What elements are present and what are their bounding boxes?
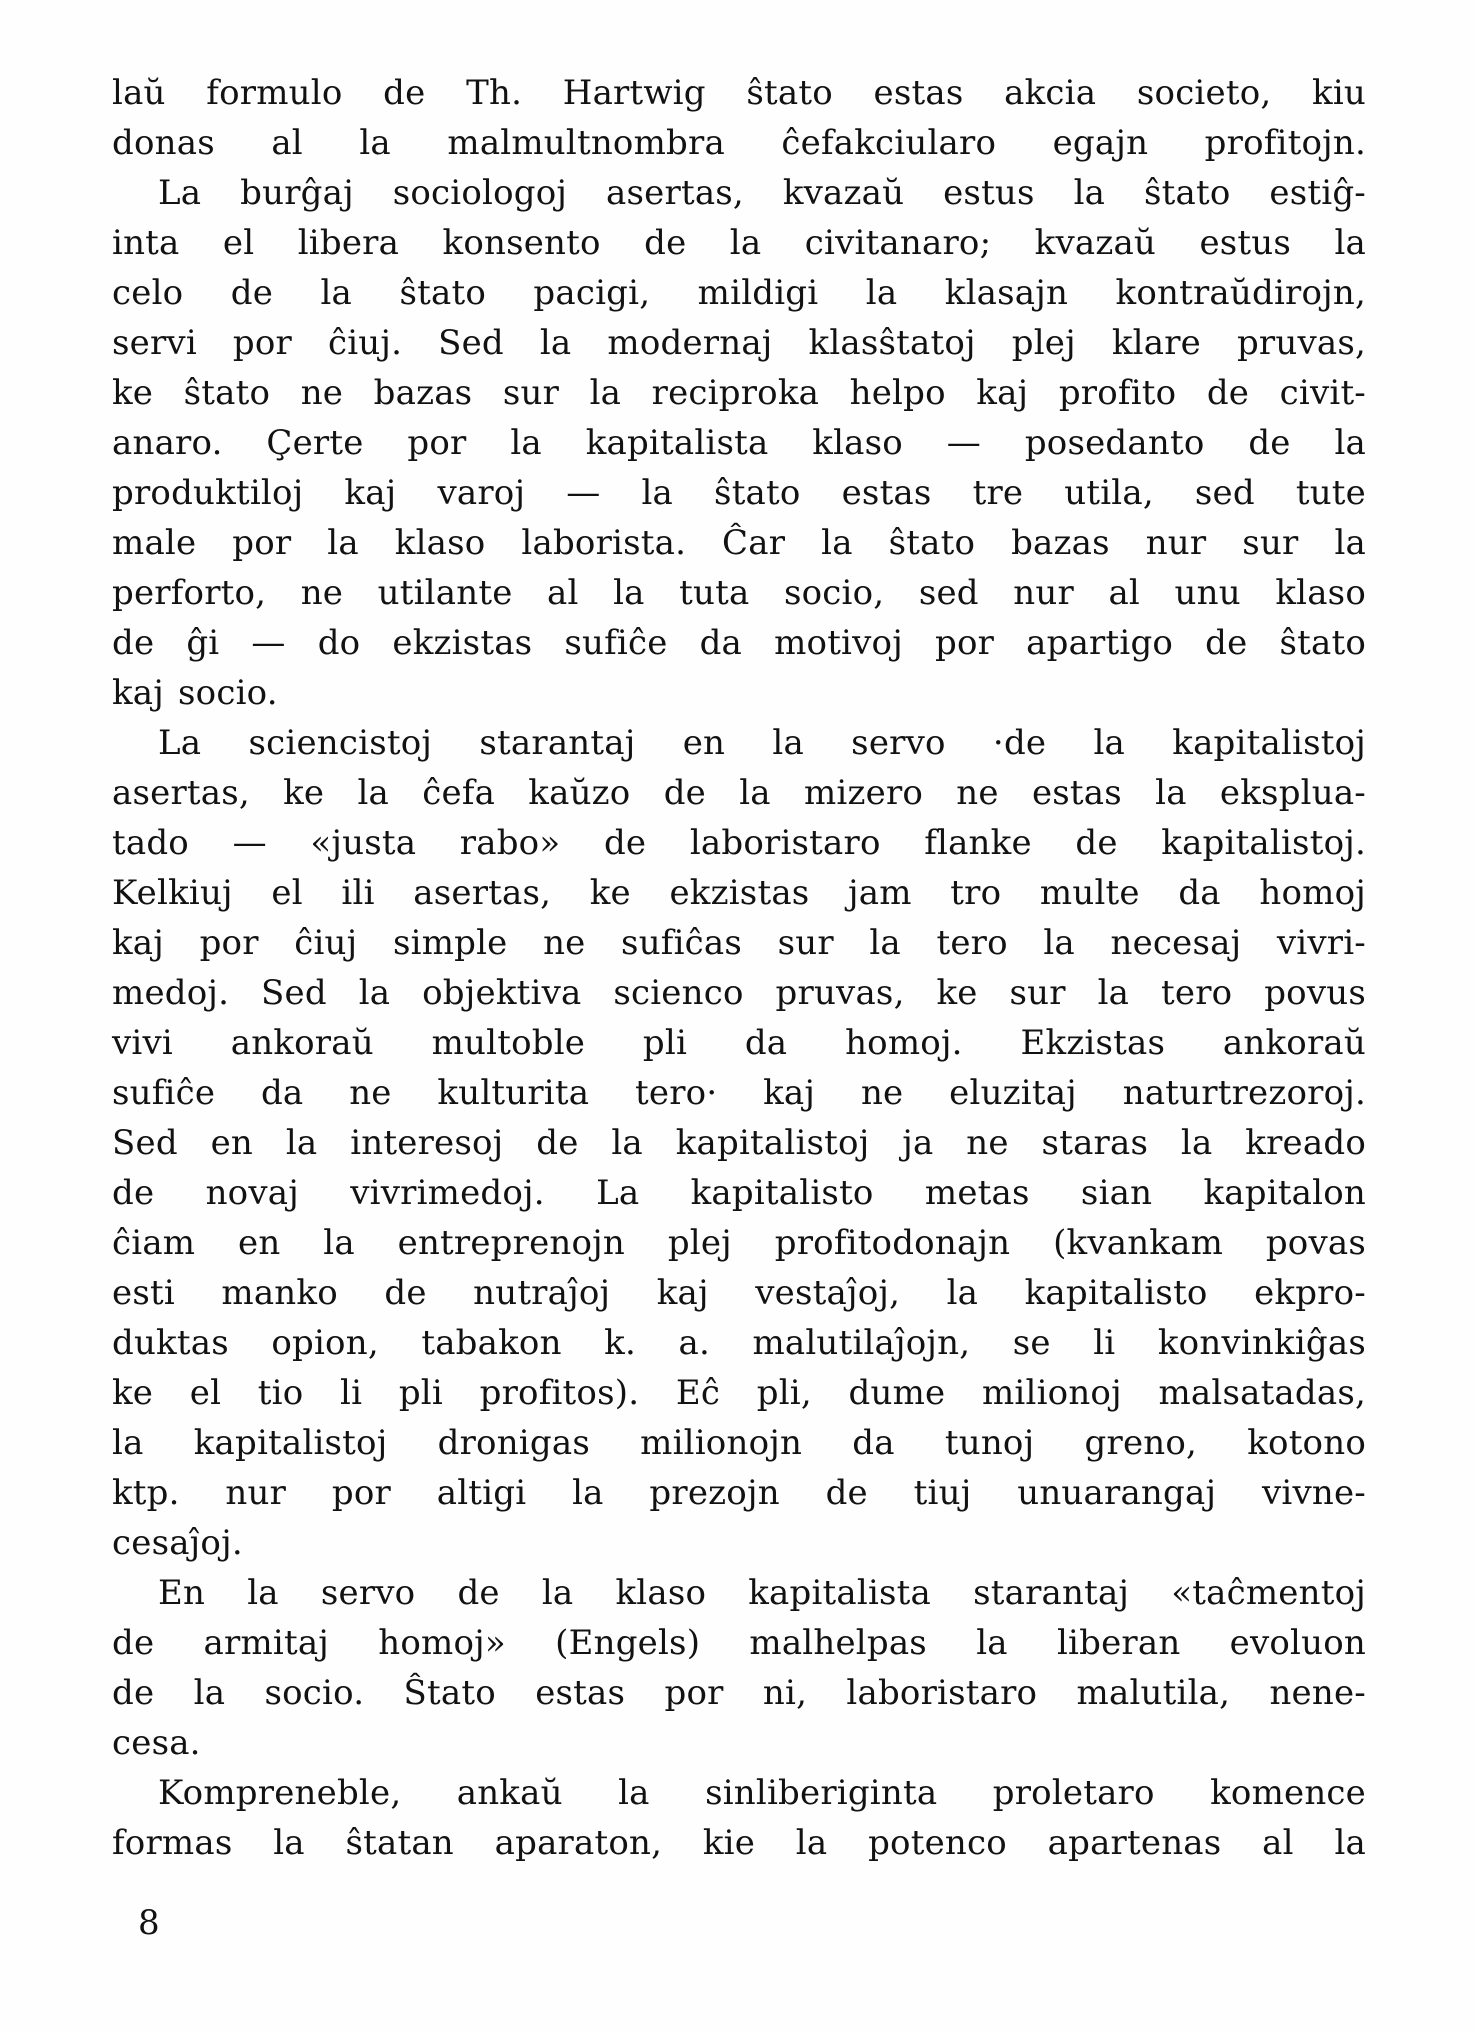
text-line: de la socio. Ŝtato estas por ni, laboristaro malutila, nene- — [112, 1673, 1366, 1713]
text-line: La burĝaj sociologoj asertas, kvazaŭ estus la ŝtato estiĝ- — [158, 173, 1366, 213]
text-line: donas al la malmultnombra ĉefakciularo egajn profitojn. — [112, 123, 1366, 163]
text-line: inta el libera konsento de la civitanaro; kvazaŭ estus la — [112, 223, 1366, 263]
paragraph — [112, 1768, 1366, 1868]
text-line: La sciencistoj starantaj en la servo ·de la kapitalistoj — [158, 723, 1366, 763]
paragraph — [112, 718, 1366, 1568]
page-number: 8 — [138, 1903, 160, 1943]
text-line: produktiloj kaj varoj — la ŝtato estas tre utila, sed tute — [112, 473, 1366, 513]
text-line: Sed en la interesoj de la kapitalistoj ja ne staras la kreado — [112, 1123, 1366, 1163]
text-line: perforto, ne utilante al la tuta socio, sed nur al unu klaso — [112, 573, 1366, 613]
text-line: Kelkiuj el ili asertas, ke ekzistas jam tro multe da homoj — [112, 873, 1366, 913]
text-line: Kompreneble, ankaŭ la sinliberiginta proletaro komence — [158, 1773, 1366, 1813]
text-line: asertas, ke la ĉefa kaŭzo de la mizero ne estas la eksplua- — [112, 773, 1366, 813]
text-line: tado — «justa rabo» de laboristaro flanke de kapitalistoj. — [112, 823, 1366, 863]
paragraph — [112, 68, 1366, 168]
text-line: de novaj vivrimedoj. La kapitalisto metas sian kapitalon — [112, 1173, 1366, 1213]
text-line: vivi ankoraŭ multoble pli da homoj. Ekzistas ankoraŭ — [112, 1023, 1366, 1063]
text-line: cesa. — [112, 1723, 201, 1763]
text-line: celo de la ŝtato pacigi, mildigi la klasajn kontraŭdirojn, — [112, 273, 1366, 313]
text-line: ke ŝtato ne bazas sur la reciproka helpo kaj profito de civit- — [112, 373, 1366, 413]
text-line: duktas opion, tabakon k. a. malutilaĵojn, se li konvinkiĝas — [112, 1323, 1366, 1363]
text-line: de ĝi — do ekzistas sufiĉe da motivoj por apartigo de ŝtato — [112, 623, 1366, 663]
text-line: ktp. nur por altigi la prezojn de tiuj unuarangaj vivne- — [112, 1473, 1366, 1513]
text-line: de armitaj homoj» (Engels) malhelpas la liberan evoluon — [112, 1623, 1366, 1663]
text-block — [112, 68, 1366, 1868]
text-line: male por la klaso laborista. Ĉar la ŝtato bazas nur sur la — [112, 523, 1366, 563]
text-line: medoj. Sed la objektiva scienco pruvas, ke sur la tero povus — [112, 973, 1366, 1013]
paragraph — [112, 1568, 1366, 1768]
text-line: ĉiam en la entreprenojn plej profitodonajn (kvankam povas — [112, 1223, 1366, 1263]
text-line: servi por ĉiuj. Sed la modernaj klasŝtatoj plej klare pruvas, — [112, 323, 1366, 363]
paragraph — [112, 168, 1366, 718]
text-line: la kapitalistoj dronigas milionojn da tunoj greno, kotono — [112, 1423, 1366, 1463]
text-line: anaro. Çerte por la kapitalista klaso — posedanto de la — [112, 423, 1366, 463]
text-line: cesaĵoj. — [112, 1523, 243, 1563]
text-line: formas la ŝtatan aparaton, kie la potenco apartenas al la — [112, 1823, 1366, 1863]
text-line: esti manko de nutraĵoj kaj vestaĵoj, la kapitalisto ekpro- — [112, 1273, 1366, 1313]
text-line: kaj socio. — [112, 673, 278, 713]
text-line: laŭ formulo de Th. Hartwig ŝtato estas akcia societo, kiu — [112, 73, 1366, 113]
text-line: kaj por ĉiuj simple ne sufiĉas sur la tero la necesaj vivri- — [112, 923, 1366, 963]
text-line: sufiĉe da ne kulturita tero· kaj ne eluzitaj naturtrezoroj. — [112, 1073, 1366, 1113]
text-line: En la servo de la klaso kapitalista starantaj «taĉmentoj — [158, 1573, 1366, 1613]
text-line: ke el tio li pli profitos). Eĉ pli, dume milionoj malsatadas, — [112, 1373, 1366, 1413]
